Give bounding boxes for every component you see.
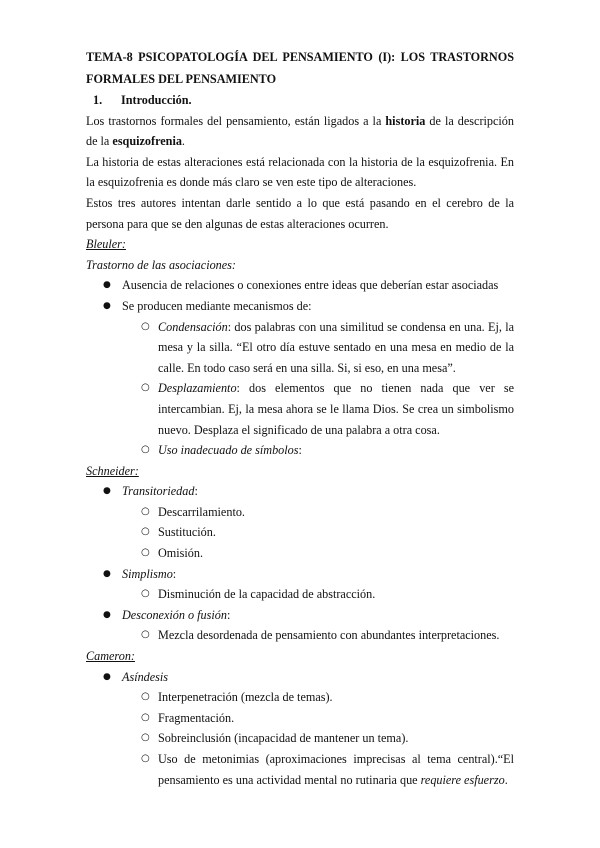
mechanism-term: Desplazamiento xyxy=(158,381,237,396)
document-body xyxy=(86,47,514,790)
paragraph-text: de la descripción de la xyxy=(86,113,514,149)
sub-list xyxy=(122,687,514,790)
group-label: Desconexión o fusión xyxy=(122,607,227,622)
mechanism-text: : dos elementos que no tienen nada que ver se intercambian. Ej, la mesa ahora se le llama Dios. Se crea un simbolismo nuevo. Desplaza el significado de una palabra a otra cosa. xyxy=(158,381,514,437)
group-suffix: : xyxy=(194,484,198,499)
bold-term-historia: historia xyxy=(385,113,426,128)
author-heading-bleuler: Bleuler: xyxy=(86,237,126,252)
bleuler-subheading: Trastorno de las asociaciones: xyxy=(86,257,236,272)
list-item xyxy=(86,481,514,563)
sub-list-item-end: . xyxy=(504,772,508,787)
group-suffix: : xyxy=(172,566,177,581)
cameron-list xyxy=(86,667,514,791)
section-heading xyxy=(86,90,514,111)
list-item-text: Se producen mediante mecanismos de: xyxy=(122,298,312,313)
mechanism-term: Condensación xyxy=(158,319,228,334)
paragraph-authors: Estos tres autores intentan darle sentido a lo que está pasando en el cerebro de la persona para que se den algunas de estas alteraciones ocurren. xyxy=(86,195,514,231)
mechanism-item xyxy=(122,440,514,461)
sub-list-item: ○ Fragmentación. xyxy=(122,708,514,729)
sub-list-item-text: Uso de metonimias (aproximaciones imprecisas al tema central).“El pensamiento es una actividad mental no rutinaria que xyxy=(158,752,514,787)
sub-list-item: ○ Sobreinclusión (incapacidad de mantener un tema). xyxy=(122,728,514,749)
bold-term-esquizofrenia: esquizofrenia xyxy=(112,134,182,149)
sub-list-item: ○ Mezcla desordenada de pensamiento con abundantes interpretaciones. xyxy=(122,625,514,646)
group-suffix: : xyxy=(226,607,231,622)
sub-list xyxy=(122,625,514,646)
bleuler-list xyxy=(86,275,514,460)
mechanism-item xyxy=(122,378,514,440)
author-heading-schneider: Schneider: xyxy=(86,463,139,478)
mechanism-text: : dos palabras con una similitud se condensa en una. Ej, la mesa y la silla. “El otro día estuve sentado en una mesa en medio de la calle. En todo caso será en una silla. Si, si eso, en una mesa”. xyxy=(158,319,514,375)
mechanism-item xyxy=(122,317,514,379)
list-item: ● Ausencia de relaciones o conexiones entre ideas que deberían estar asociadas xyxy=(86,275,514,296)
sub-list-item: ○ Disminución de la capacidad de abstracción. xyxy=(122,584,514,605)
author-heading-cameron: Cameron: xyxy=(86,649,135,664)
sub-list-item xyxy=(122,749,514,790)
paragraph-text: Los trastornos formales del pensamiento, están ligados a la xyxy=(86,113,386,128)
paragraph-history: La historia de estas alteraciones está relacionada con la historia de la esquizofrenia. En la esquizofrenia es donde más claro se ven este tipo de alteraciones. xyxy=(86,154,514,190)
mechanism-text: : xyxy=(298,443,302,458)
italic-phrase: requiere esfuerzo xyxy=(420,772,505,787)
sub-list xyxy=(122,502,514,564)
sub-list-item: ○ Descarrilamiento. xyxy=(122,502,514,523)
list-item xyxy=(86,667,514,791)
paragraph-intro xyxy=(86,111,514,152)
section-number: 1. xyxy=(93,93,103,107)
mechanism-list xyxy=(122,317,514,461)
list-item xyxy=(86,296,514,461)
sub-list-item: ○ Omisión. xyxy=(122,543,514,564)
document-title: TEMA-8 PSICOPATOLOGÍA DEL PENSAMIENTO (I): LOS TRASTORNOS FORMALES DEL PENSAMIENTO xyxy=(86,50,514,86)
mechanism-term: Uso inadecuado de símbolos xyxy=(158,443,299,458)
group-label: Simplismo xyxy=(122,566,173,581)
sub-list-item: ○ Sustitución. xyxy=(122,522,514,543)
schneider-list xyxy=(86,481,514,646)
paragraph-text: . xyxy=(181,134,185,149)
section-title: Introducción. xyxy=(121,93,192,107)
group-label: Asíndesis xyxy=(122,669,169,684)
sub-list-item: ○ Interpenetración (mezcla de temas). xyxy=(122,687,514,708)
group-label: Transitoriedad xyxy=(122,484,195,499)
list-item xyxy=(86,564,514,605)
list-item xyxy=(86,605,514,646)
sub-list xyxy=(122,584,514,605)
